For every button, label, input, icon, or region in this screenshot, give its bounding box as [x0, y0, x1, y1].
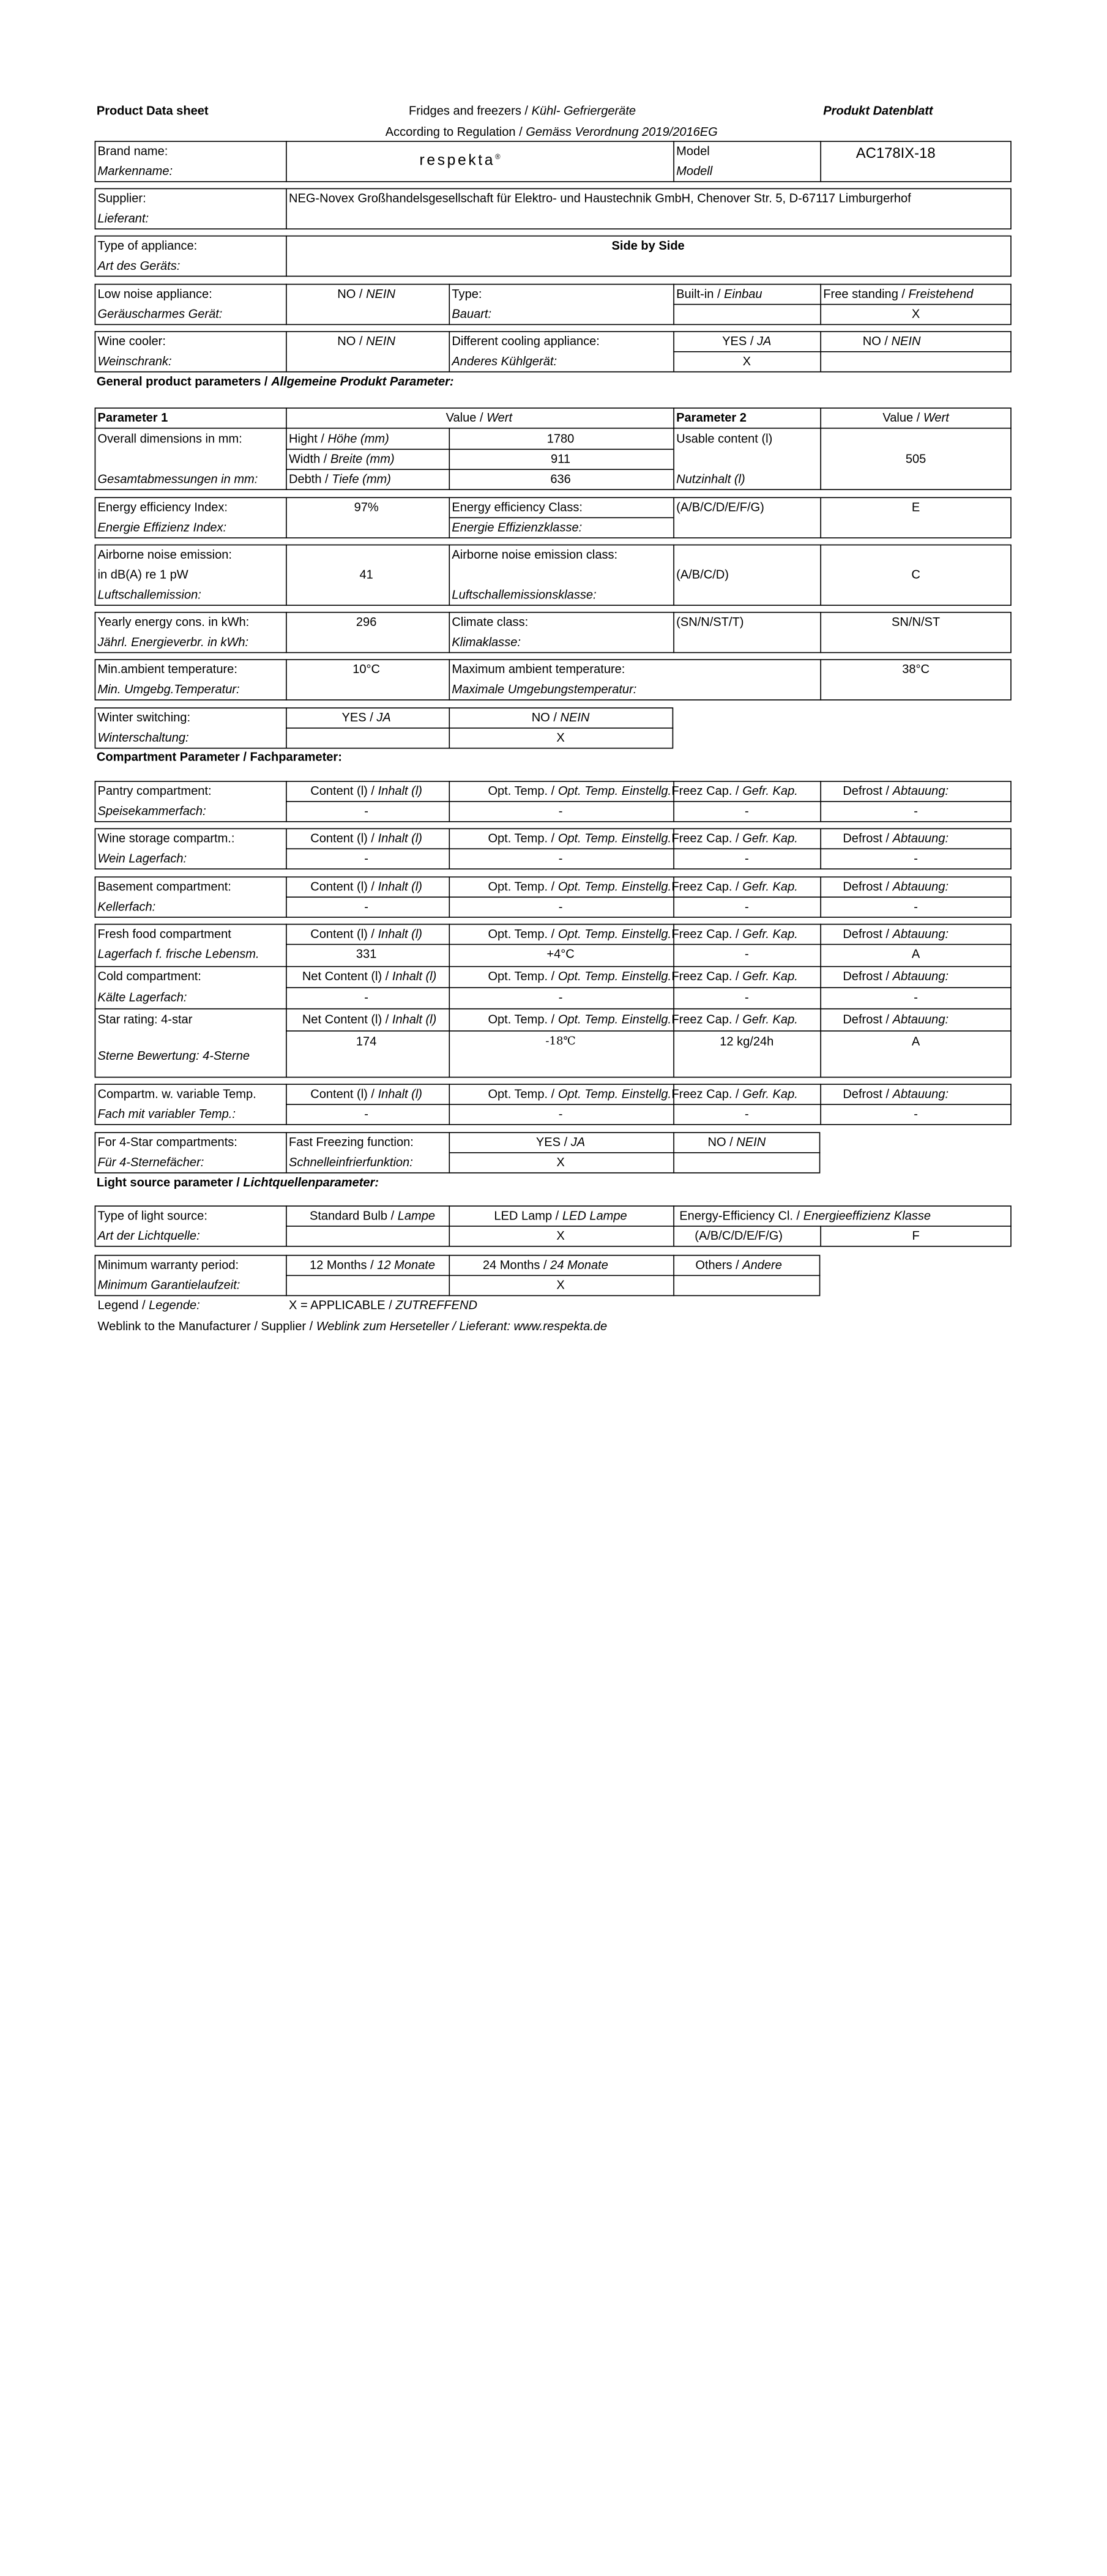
light-label-en: Type of light source:	[97, 1208, 207, 1223]
noise-class-value: C	[911, 567, 920, 582]
yearly-energy-value: 296	[356, 614, 377, 629]
pantry-freez-header: Freez Cap. / Gefr. Kap.	[671, 784, 798, 798]
brand-logo: respekta®	[419, 152, 501, 169]
compartment-heading: Compartment Parameter / Fachparameter:	[96, 750, 342, 764]
max-ambient-label-de: Maximale Umgebungstemperatur:	[452, 682, 637, 697]
height-label: Hight / Höhe (mm)	[289, 431, 389, 446]
appliance-label-en: Type of appliance:	[97, 238, 198, 253]
usable-content-label-en: Usable content (l)	[676, 431, 773, 446]
fast-freezing-no: NO / NEIN	[707, 1135, 766, 1150]
fresh-content-header: Content (l) / Inhalt (l)	[310, 926, 422, 941]
cold-label-de: Kälte Lagerfach:	[97, 990, 187, 1005]
climate-value: SN/N/ST	[892, 614, 941, 629]
variable-temp-value: -	[558, 1107, 563, 1122]
legend-label: Legend / Legende:	[97, 1298, 200, 1312]
param1-header: Parameter 1	[97, 410, 168, 425]
usable-content-value: 505	[905, 452, 926, 466]
fast-freezing-label-en: Fast Freezing function:	[289, 1135, 414, 1150]
basement-freez-value: -	[744, 899, 749, 914]
warranty-12-header: 12 Months / 12 Monate	[309, 1257, 436, 1272]
star-content-header: Net Content (l) / Inhalt (l)	[302, 1012, 437, 1027]
supplier-label-de: Lieferant:	[97, 211, 149, 226]
basement-label-de: Kellerfach:	[97, 899, 156, 914]
warranty-label-en: Minimum warranty period:	[97, 1257, 239, 1272]
fresh-freez-value: -	[744, 947, 749, 961]
light-heading: Light source parameter / Lichtquellenparameter:	[96, 1175, 379, 1189]
min-ambient-label-de: Min. Umgebg.Temperatur:	[97, 682, 240, 697]
basement-content-value: -	[364, 899, 368, 914]
fresh-temp-header: Opt. Temp. / Opt. Temp. Einstellg.	[488, 926, 672, 941]
legend-text: X = APPLICABLE / ZUTREFFEND	[289, 1298, 478, 1312]
dimensions-label-en: Overall dimensions in mm:	[97, 431, 242, 446]
wine-defrost-header: Defrost / Abtauung:	[843, 831, 949, 846]
light-eec-value: F	[912, 1229, 920, 1243]
star-label-de: Sterne Bewertung: 4-Sterne	[97, 1048, 250, 1063]
appliance-label-de: Art des Geräts:	[97, 258, 181, 273]
wine-temp-header: Opt. Temp. / Opt. Temp. Einstellg.	[488, 831, 672, 846]
basement-temp-value: -	[558, 899, 563, 914]
wine-cooler-label-de: Weinschrank:	[97, 354, 172, 368]
eec-scale: (A/B/C/D/E/F/G)	[676, 500, 764, 515]
winter-mark: X	[556, 730, 565, 745]
variable-label-de: Fach mit variabler Temp.:	[97, 1107, 236, 1122]
fresh-label-de: Lagerfach f. frische Lebensm.	[97, 947, 259, 961]
star-temp-value: -18℃	[545, 1034, 576, 1048]
star-freez-header: Freez Cap. / Gefr. Kap.	[671, 1012, 798, 1027]
warranty-24-header: 24 Months / 24 Monate	[482, 1257, 608, 1272]
wine-storage-label-de: Wein Lagerfach:	[97, 851, 187, 866]
general-heading: General product parameters / Allgemeine Produkt Parameter:	[96, 374, 454, 389]
fourstar-label-en: For 4-Star compartments:	[97, 1135, 237, 1150]
brand-label-de: Markenname:	[97, 164, 173, 179]
pantry-temp-header: Opt. Temp. / Opt. Temp. Einstellg.	[488, 784, 672, 798]
basement-defrost-header: Defrost / Abtauung:	[843, 879, 949, 894]
star-defrost-value: A	[911, 1034, 920, 1049]
noise-class-label-de: Luftschallemissionsklasse:	[452, 587, 597, 602]
star-content-value: 174	[356, 1034, 377, 1049]
diff-cooling-mark: X	[742, 354, 751, 368]
warranty-24-mark: X	[556, 1278, 565, 1292]
star-label-en: Star rating: 4-star	[97, 1012, 193, 1027]
basement-content-header: Content (l) / Inhalt (l)	[310, 879, 422, 894]
standard-bulb-header: Standard Bulb / Lampe	[309, 1208, 436, 1223]
diff-cooling-yes: YES / JA	[722, 334, 772, 349]
weblink: Weblink to the Manufacturer / Supplier / Weblink zum Herseteller / Lieferant: www.respekta.de	[97, 1319, 608, 1334]
value-header-2: Value / Wert	[882, 410, 949, 425]
cold-label-en: Cold compartment:	[97, 969, 201, 983]
noise-class-label-en: Airborne noise emission class:	[452, 547, 618, 562]
eec-label-en: Energy efficiency Class:	[452, 500, 583, 515]
brand-label-en: Brand name:	[97, 144, 168, 158]
max-ambient-value: 38°C	[902, 662, 930, 677]
variable-defrost-value: -	[914, 1107, 918, 1122]
cold-content-value: -	[364, 990, 368, 1005]
wine-temp-value: -	[558, 851, 563, 866]
cold-freez-header: Freez Cap. / Gefr. Kap.	[671, 969, 798, 983]
eei-label-en: Energy efficiency Index:	[97, 500, 228, 515]
basement-freez-header: Freez Cap. / Gefr. Kap.	[671, 879, 798, 894]
usable-content-label-de: Nutzinhalt (l)	[676, 472, 745, 486]
builtin-option: Built-in / Einbau	[676, 286, 762, 301]
low-noise-label-en: Low noise appliance:	[97, 286, 212, 301]
winter-no: NO / NEIN	[531, 710, 590, 725]
model-label-de: Modell	[676, 164, 713, 179]
wine-content-header: Content (l) / Inhalt (l)	[310, 831, 422, 846]
pantry-content-value: -	[364, 804, 368, 819]
variable-defrost-header: Defrost / Abtauung:	[843, 1087, 949, 1101]
basement-label-en: Basement compartment:	[97, 879, 231, 894]
diff-cooling-no: NO / NEIN	[862, 334, 921, 349]
height-value: 1780	[546, 431, 575, 446]
pantry-temp-value: -	[558, 804, 563, 819]
star-freez-value: 12 kg/24h	[720, 1034, 774, 1049]
pantry-freez-value: -	[744, 804, 749, 819]
noise-label-de: Luftschallemission:	[97, 587, 201, 602]
variable-content-value: -	[364, 1107, 368, 1122]
wine-freez-header: Freez Cap. / Gefr. Kap.	[671, 831, 798, 846]
pantry-defrost-value: -	[914, 804, 918, 819]
cold-defrost-value: -	[914, 990, 918, 1005]
value-header-1: Value / Wert	[445, 410, 513, 425]
freestanding-option: Free standing / Freistehend	[823, 286, 974, 301]
fast-freezing-label-de: Schnelleinfrierfunktion:	[289, 1155, 413, 1170]
basement-temp-header: Opt. Temp. / Opt. Temp. Einstellg.	[488, 879, 672, 894]
wine-freez-value: -	[744, 851, 749, 866]
pantry-label-de: Speisekammerfach:	[97, 804, 206, 819]
warranty-label-de: Minimum Garantielaufzeit:	[97, 1278, 240, 1292]
fresh-content-value: 331	[356, 947, 377, 961]
model-value: AC178IX-18	[855, 146, 936, 162]
fresh-defrost-header: Defrost / Abtauung:	[843, 926, 949, 941]
supplier-value: NEG-Novex Großhandelsgesellschaft für Elektro- und Haustechnik GmbH, Chenover Str. 5, D-67117 Limburgerhof	[289, 191, 911, 206]
cold-content-header: Net Content (l) / Inhalt (l)	[302, 969, 437, 983]
sheet-title: Product Data sheet	[96, 103, 209, 118]
low-noise-value: NO / NEIN	[337, 286, 395, 301]
max-ambient-label-en: Maximum ambient temperature:	[452, 662, 625, 677]
winter-yes: YES / JA	[341, 710, 391, 725]
noise-unit-label: in dB(A) re 1 pW	[97, 567, 188, 582]
diff-cooling-label-en: Different cooling appliance:	[452, 334, 600, 349]
param2-header: Parameter 2	[676, 410, 747, 425]
led-lamp-mark: X	[556, 1229, 565, 1243]
star-defrost-header: Defrost / Abtauung:	[843, 1012, 949, 1027]
fourstar-label-de: Für 4-Sternefächer:	[97, 1155, 204, 1170]
type-label-en: Type:	[452, 286, 482, 301]
wine-cooler-value: NO / NEIN	[337, 334, 395, 349]
basement-defrost-value: -	[914, 899, 918, 914]
width-value: 911	[551, 452, 571, 466]
variable-content-header: Content (l) / Inhalt (l)	[310, 1087, 422, 1101]
led-lamp-header: LED Lamp / LED Lampe	[494, 1208, 627, 1223]
cold-temp-value: -	[558, 990, 563, 1005]
climate-label-de: Klimaklasse:	[452, 635, 521, 649]
wine-storage-label-en: Wine storage compartm.:	[97, 831, 235, 846]
light-label-de: Art der Lichtquelle:	[97, 1229, 200, 1243]
low-noise-label-de: Geräuscharmes Gerät:	[97, 307, 223, 321]
min-ambient-label-en: Min.ambient temperature:	[97, 662, 237, 677]
width-label: Width / Breite (mm)	[289, 452, 395, 466]
winter-label-de: Winterschaltung:	[97, 730, 189, 745]
appliance-value: Side by Side	[611, 238, 685, 253]
cold-freez-value: -	[744, 990, 749, 1005]
fresh-label-en: Fresh food compartment	[97, 926, 231, 941]
pantry-label-en: Pantry compartment:	[97, 784, 212, 798]
type-label-de: Bauart:	[452, 307, 492, 321]
fresh-temp-value: +4°C	[546, 947, 575, 961]
variable-freez-value: -	[744, 1107, 749, 1122]
model-label-en: Model	[676, 144, 710, 158]
warranty-others-header: Others / Andere	[695, 1257, 782, 1272]
yearly-energy-label-en: Yearly energy cons. in kWh:	[97, 614, 250, 629]
noise-label-en: Airborne noise emission:	[97, 547, 233, 562]
star-temp-header: Opt. Temp. / Opt. Temp. Einstellg.	[488, 1012, 672, 1027]
fresh-freez-header: Freez Cap. / Gefr. Kap.	[671, 926, 798, 941]
eec-label-de: Energie Effizienzklasse:	[452, 520, 583, 535]
cold-temp-header: Opt. Temp. / Opt. Temp. Einstellg.	[488, 969, 672, 983]
yearly-energy-label-de: Jährl. Energieverbr. in kWh:	[97, 635, 249, 649]
fast-freezing-mark: X	[556, 1155, 565, 1170]
noise-value: 41	[359, 567, 373, 582]
noise-class-scale: (A/B/C/D)	[676, 567, 729, 582]
depth-label: Debth / Tiefe (mm)	[289, 472, 391, 486]
wine-cooler-label-en: Wine cooler:	[97, 334, 166, 349]
depth-value: 636	[550, 472, 571, 486]
climate-scale: (SN/N/ST/T)	[676, 614, 744, 629]
fresh-defrost-value: A	[911, 947, 920, 961]
variable-freez-header: Freez Cap. / Gefr. Kap.	[671, 1087, 798, 1101]
winter-label-en: Winter switching:	[97, 710, 191, 725]
wine-content-value: -	[364, 851, 368, 866]
light-eec-scale: (A/B/C/D/E/F/G)	[695, 1229, 783, 1243]
category-title: Fridges and freezers / Kühl- Gefriergeräte	[409, 103, 636, 118]
eec-value: E	[911, 500, 920, 515]
variable-temp-header: Opt. Temp. / Opt. Temp. Einstellg.	[488, 1087, 672, 1101]
fast-freezing-yes: YES / JA	[535, 1135, 586, 1150]
appliance-box	[95, 236, 1012, 277]
climate-label-en: Climate class:	[452, 614, 529, 629]
pantry-content-header: Content (l) / Inhalt (l)	[310, 784, 422, 798]
freestanding-mark: X	[911, 307, 920, 321]
supplier-label-en: Supplier:	[97, 191, 146, 206]
diff-cooling-label-de: Anderes Kühlgerät:	[452, 354, 557, 368]
dimensions-label-de: Gesamtabmessungen in mm:	[97, 472, 258, 486]
cold-defrost-header: Defrost / Abtauung:	[843, 969, 949, 983]
eei-label-de: Energie Effizienz Index:	[97, 520, 227, 535]
min-ambient-value: 10°C	[352, 662, 381, 677]
wine-defrost-value: -	[914, 851, 918, 866]
variable-label-en: Compartm. w. variable Temp.	[97, 1087, 256, 1101]
regulation-line: According to Regulation / Gemäss Verordnung 2019/2016EG	[385, 124, 718, 139]
pantry-defrost-header: Defrost / Abtauung:	[843, 784, 949, 798]
eei-value: 97%	[354, 500, 379, 515]
sheet-title-de: Produkt Datenblatt	[823, 103, 933, 118]
light-eec-header: Energy-Efficiency Cl. / Energieeffizienz Klasse	[679, 1208, 931, 1223]
